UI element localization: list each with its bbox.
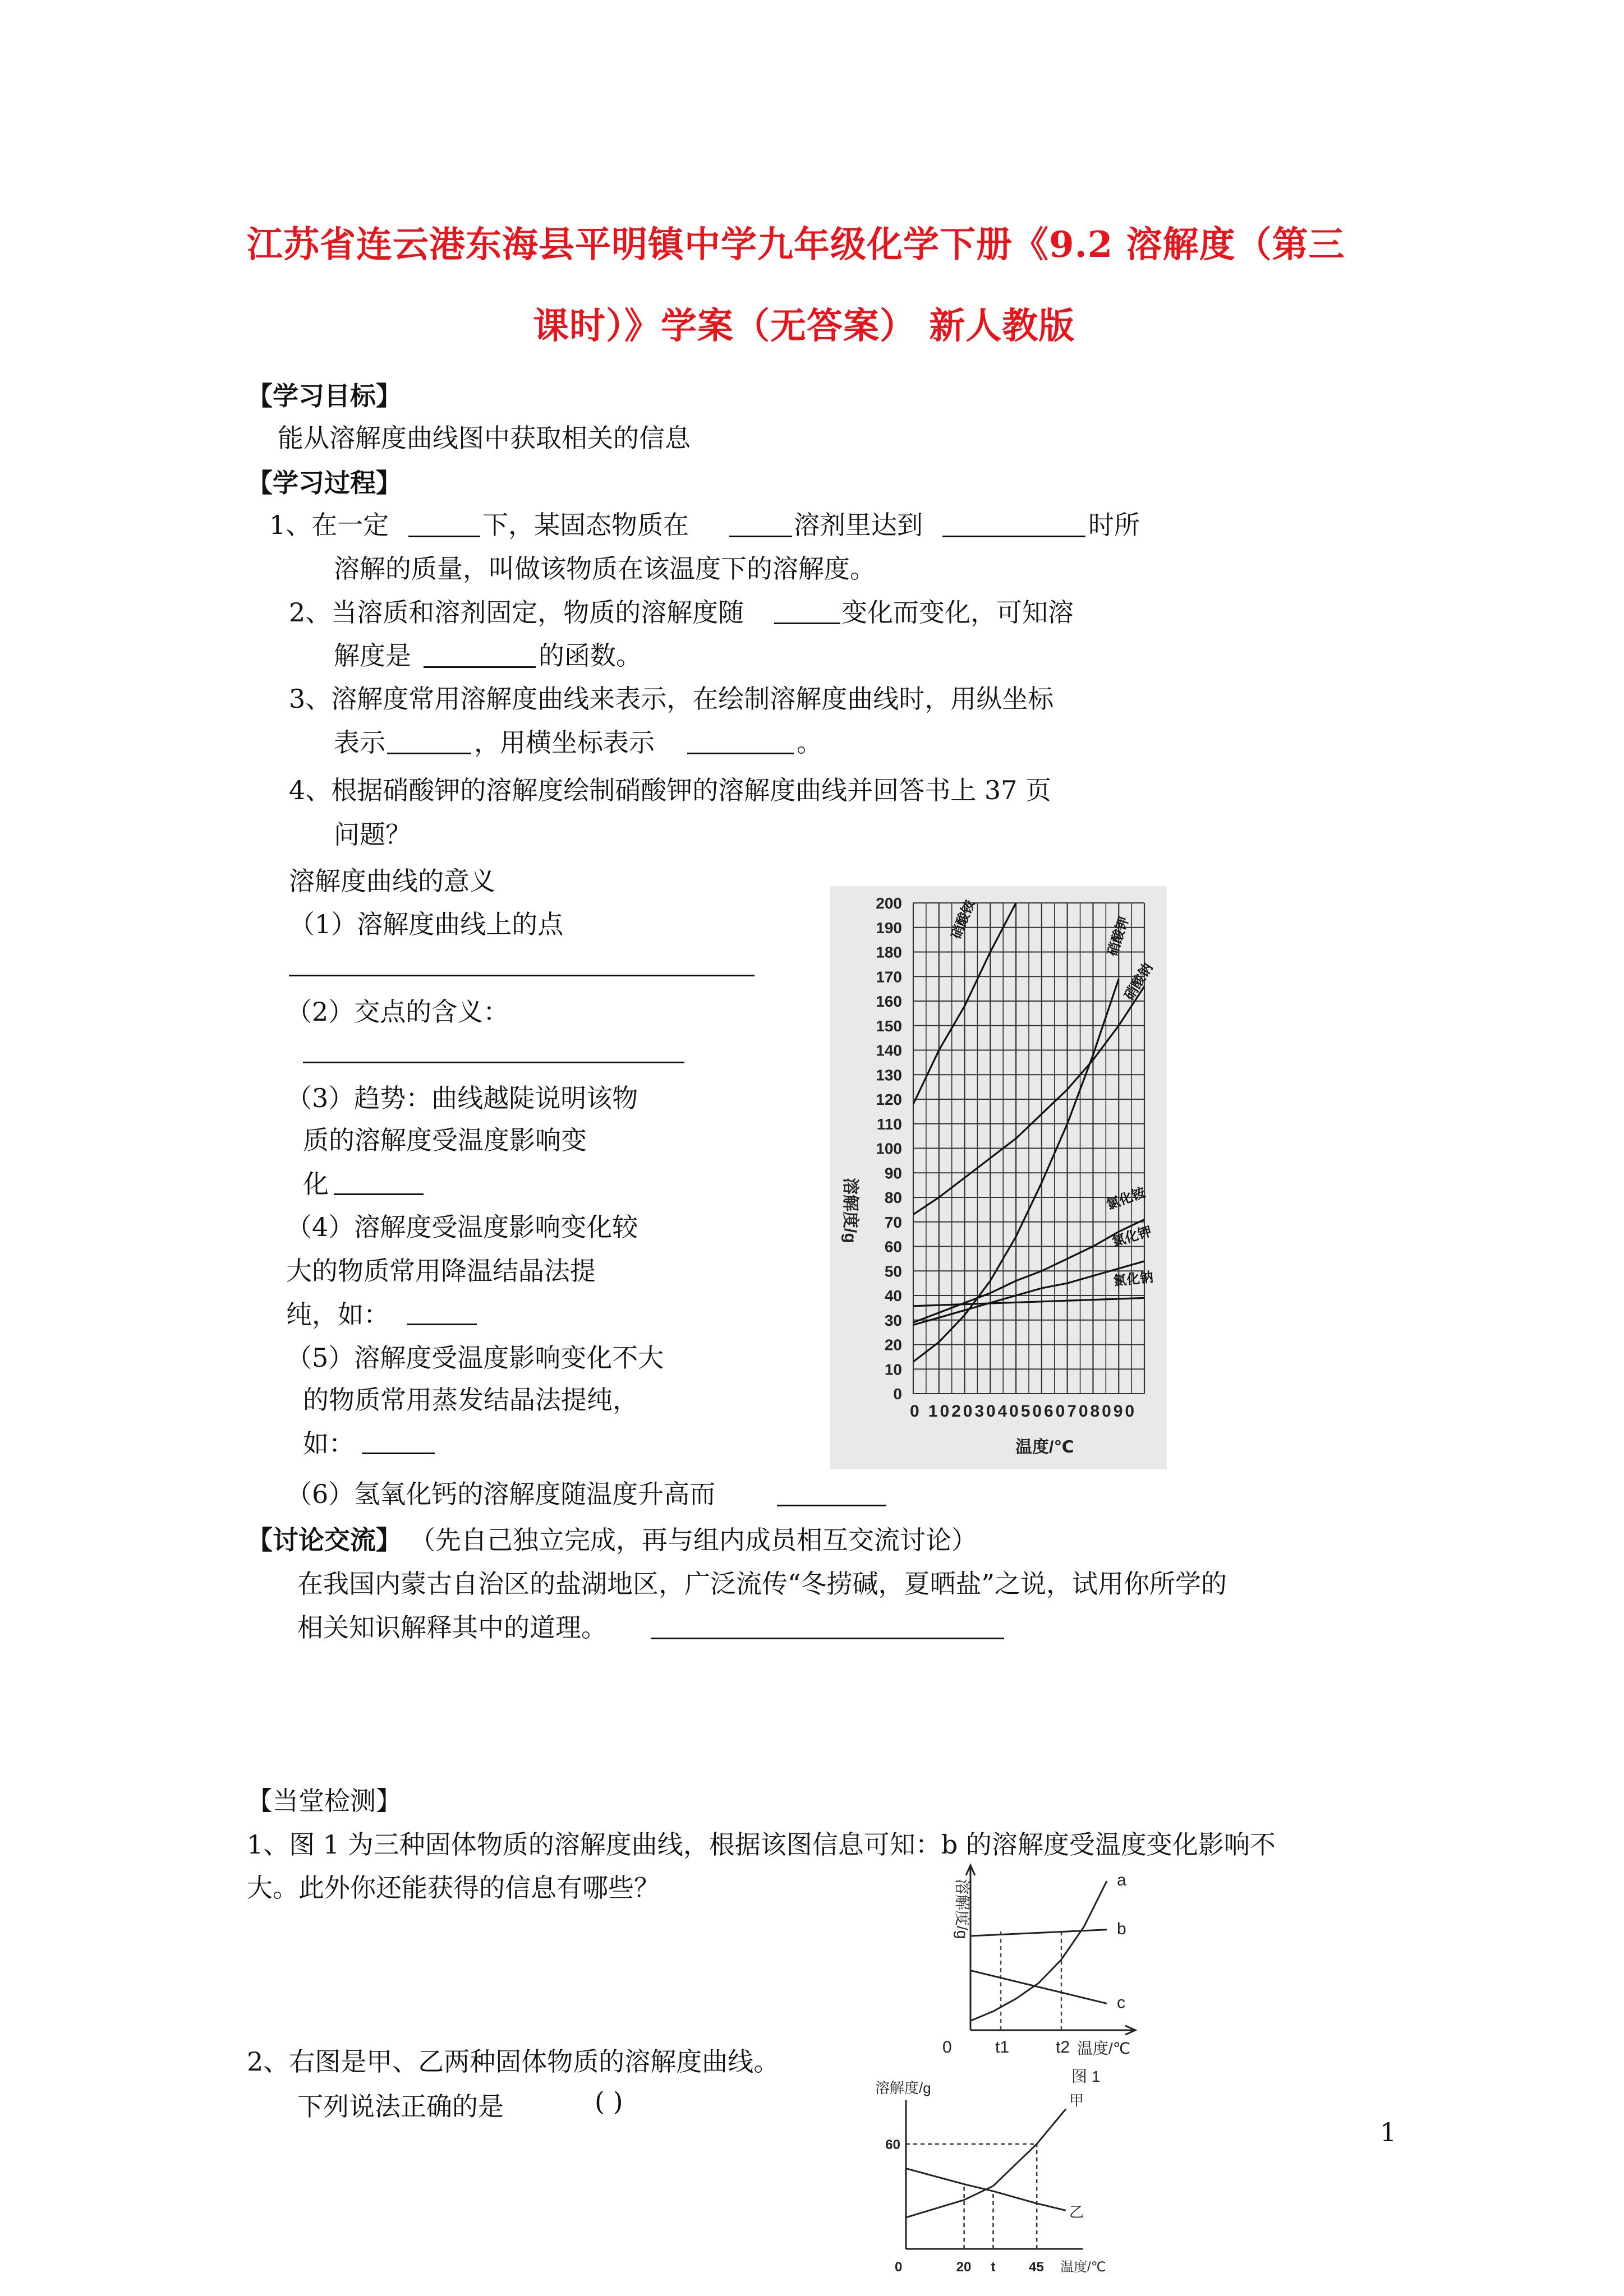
- q1-blank-1: [408, 536, 480, 537]
- page-number: 1: [1380, 2117, 1397, 2147]
- y-axis-label: 溶解度/g: [841, 1178, 859, 1243]
- figure-1-chart: [920, 1862, 1212, 2097]
- series-label: 甲: [1069, 2092, 1084, 2109]
- meaning-item-2: （2）交点的含义：: [286, 997, 509, 1027]
- check-q1-line-1: 1、图 1 为三种固体物质的溶解度曲线，根据该图信息可知：b 的溶解度受温度变化影响不: [247, 1829, 1276, 1860]
- discussion-note: （先自己独立完成，再与组内成员相互交流讨论）: [410, 1525, 977, 1555]
- x-axis-label: 温度/℃: [1015, 1438, 1074, 1456]
- y-tick-label: 60: [885, 2137, 900, 2152]
- series-line: [970, 1971, 1107, 2004]
- q4-line-2: 问题？: [334, 819, 411, 850]
- goals-text: 能从溶解度曲线图中获取相关的信息: [278, 423, 691, 453]
- check-heading: 【当堂检测】: [247, 1786, 402, 1816]
- q1-blank-3: [942, 536, 1085, 537]
- y-tick-label: 70: [884, 1213, 902, 1231]
- meaning-2-blank: [303, 1062, 684, 1063]
- x-tick-label: 20: [956, 2260, 972, 2275]
- series-label: b: [1117, 1919, 1126, 1938]
- y-tick-label: 10: [884, 1361, 902, 1378]
- meaning-5-blank: [362, 1453, 435, 1454]
- meaning-item-3-b: 质的溶解度受温度影响变: [303, 1125, 587, 1155]
- y-tick-label: 140: [876, 1041, 902, 1059]
- meaning-item-3-a: （3）趋势：曲线越陡说明该物: [286, 1083, 638, 1113]
- x-axis-label: 温度/℃: [1077, 2040, 1131, 2057]
- title-line-1: 江苏省连云港东海县平明镇中学九年级化学下册《9.2 溶解度（第三: [247, 224, 1345, 266]
- meaning-3-blank: [334, 1193, 424, 1195]
- y-tick-label: 200: [876, 895, 902, 912]
- discussion-heading: 【讨论交流】: [247, 1525, 402, 1555]
- q1-part-a: 1、在一定: [269, 510, 389, 540]
- meaning-item-3-c: 化: [303, 1169, 329, 1199]
- check-q1-line-2: 大。此外你还能获得的信息有哪些？: [247, 1873, 660, 1903]
- x-tick-label: t2: [1056, 2038, 1070, 2057]
- series-label: c: [1117, 1993, 1125, 2012]
- q3-part-c: ，用横坐标表示: [474, 727, 655, 758]
- y-axis-label: 溶解度/g: [875, 2081, 931, 2096]
- discussion-line-1: 在我国内蒙古自治区的盐湖地区，广泛流传“冬捞碱，夏晒盐”之说，试用你所学的: [297, 1569, 1227, 1599]
- series-label: 硝酸铵: [948, 898, 978, 941]
- y-tick-label: 190: [876, 919, 902, 937]
- meaning-item-5-b: 的物质常用蒸发结晶法提纯，: [303, 1385, 638, 1415]
- x-tick-labels: 0 102030405060708090: [910, 1402, 1134, 1421]
- q3-part-d: 。: [797, 727, 822, 758]
- q3-line-1: 3、溶解度常用溶解度曲线来表示，在绘制溶解度曲线时，用纵坐标: [289, 684, 1054, 714]
- chart-grid: [913, 903, 1144, 1394]
- meaning-item-4-b: 大的物质常用降温结晶法提: [286, 1256, 596, 1286]
- q2-part-d: 的函数。: [539, 640, 642, 671]
- y-tick-label: 40: [884, 1287, 902, 1304]
- meaning-item-4-c: 纯，如：: [286, 1299, 389, 1330]
- y-tick-label: 180: [876, 943, 902, 961]
- y-tick-label: 90: [884, 1164, 902, 1182]
- q1-part-b: 下，某固态物质在: [482, 510, 689, 540]
- series-label: 乙: [1069, 2203, 1084, 2221]
- q2-blank-2: [424, 666, 536, 668]
- x-tick-label: 0: [942, 2038, 952, 2057]
- series-label: 氯化钾: [1110, 1224, 1153, 1250]
- y-tick-label: 160: [876, 993, 902, 1010]
- q2-blank-1: [774, 623, 840, 624]
- meaning-item-5-c: 如：: [303, 1428, 355, 1459]
- discussion-blank: [651, 1638, 1004, 1639]
- series-label: 硝酸钾: [1105, 915, 1132, 958]
- y-tick-label: 30: [884, 1311, 902, 1329]
- x-tick-label: 45: [1029, 2260, 1044, 2275]
- x-tick-label: 0: [895, 2260, 903, 2275]
- y-tick-label: 150: [876, 1017, 902, 1035]
- q3-blank-2: [687, 753, 794, 754]
- q2-part-a: 2、当溶质和溶剂固定，物质的溶解度随: [289, 597, 744, 628]
- y-tick-label: 50: [884, 1262, 902, 1280]
- series-line: [970, 1930, 1107, 1936]
- check-q2-paren: ( ): [595, 2086, 623, 2117]
- jia-yi-chart: [875, 2081, 1139, 2294]
- process-heading: 【学习过程】: [247, 468, 402, 498]
- q2-part-c: 解度是: [334, 640, 411, 671]
- series-line: [906, 2169, 1066, 2211]
- x-tick-label: t1: [995, 2038, 1010, 2057]
- x-axis-label: 温度/℃: [1060, 2260, 1106, 2275]
- solubility-chart: [830, 886, 1167, 1469]
- meaning-item-5-a: （5）溶解度受温度影响变化不大: [286, 1343, 664, 1373]
- series-label: a: [1117, 1871, 1126, 1889]
- y-tick-label: 100: [876, 1140, 902, 1158]
- meaning-item-4-a: （4）溶解度受温度影响变化较: [286, 1212, 638, 1242]
- meaning-6-blank: [777, 1505, 886, 1506]
- check-q2-line-1: 2、右图是甲、乙两种固体物质的溶解度曲线。: [247, 2046, 780, 2077]
- q1-line-2: 溶解的质量，叫做该物质在该温度下的溶解度。: [334, 554, 876, 584]
- q3-blank-1: [387, 753, 471, 754]
- meaning-item-1: （1）溶解度曲线上的点: [289, 909, 564, 939]
- meaning-item-6: （6）氢氧化钙的溶解度随温度升高而: [286, 1479, 716, 1509]
- y-tick-label: 110: [876, 1115, 902, 1133]
- discussion-line-2: 相关知识解释其中的道理。: [297, 1612, 607, 1643]
- series-label: 氯化钠: [1112, 1270, 1154, 1289]
- y-tick-label: 0: [893, 1385, 902, 1403]
- q3-part-b: 表示: [334, 727, 385, 758]
- series-line: [970, 1881, 1107, 2021]
- y-tick-label: 170: [876, 968, 902, 986]
- q2-part-b: 变化而变化，可知溶: [841, 597, 1074, 628]
- y-tick-label: 130: [876, 1066, 902, 1084]
- q1-part-d: 时所: [1088, 510, 1140, 540]
- meaning-4-blank: [407, 1324, 477, 1325]
- y-tick-label: 120: [876, 1091, 902, 1108]
- meaning-1-blank: [289, 975, 755, 976]
- series-line: [906, 2109, 1066, 2217]
- series-label: 硝酸钠: [1121, 960, 1156, 1003]
- x-tick-label: t: [991, 2260, 996, 2275]
- check-q2-line-2: 下列说法正确的是: [297, 2091, 504, 2122]
- meaning-heading: 溶解度曲线的意义: [289, 866, 495, 896]
- q4-line-1: 4、根据硝酸钾的溶解度绘制硝酸钾的溶解度曲线并回答书上 37 页: [289, 775, 1052, 805]
- goals-heading: 【学习目标】: [247, 381, 402, 411]
- y-tick-label: 20: [884, 1336, 902, 1354]
- y-tick-label: 80: [884, 1189, 902, 1206]
- title-line-2: 课时）》学案（无答案） 新人教版: [533, 305, 1075, 347]
- q1-part-c: 溶剂里达到: [794, 510, 923, 540]
- y-tick-label: 60: [884, 1238, 902, 1256]
- series-label: 氯化铵: [1104, 1184, 1148, 1213]
- y-axis-label: 溶解度/g: [954, 1879, 971, 1939]
- q1-blank-2: [729, 536, 792, 537]
- figure-caption: 图 1: [1071, 2068, 1101, 2085]
